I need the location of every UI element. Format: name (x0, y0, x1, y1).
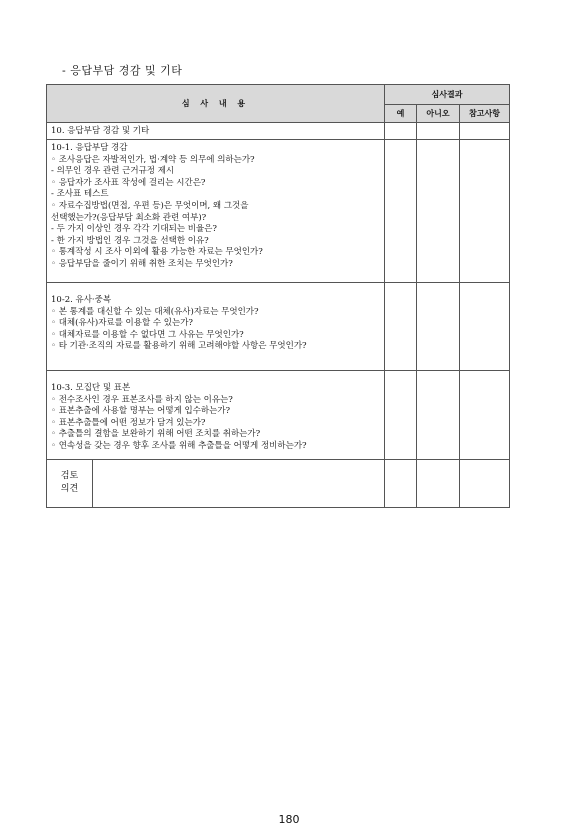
list-item: ◦ 대체(유사)자료를 이용할 수 있는가? (51, 318, 193, 329)
section-title: 10-2. 유사·중복 (51, 295, 112, 305)
header-note: 참고사항 (460, 105, 510, 123)
cell-note[interactable] (460, 371, 510, 460)
page-number: 180 (278, 813, 300, 826)
cell-note[interactable] (460, 283, 510, 371)
cell-no[interactable] (417, 140, 460, 283)
list-item: ◦ 통계작성 시 조사 이외에 활용 가능한 자료는 무엇인가? (51, 247, 263, 258)
list-item: ◦ 전수조사인 경우 표본조사를 하지 않는 이유는? (51, 394, 233, 405)
list-item: ◦ 연속성을 갖는 경우 향후 조사를 위해 추출틀을 어떻게 정비하는가? (51, 440, 307, 451)
list-item: - 의무인 경우 관련 근거규정 제시 (51, 166, 175, 177)
list-item: - 두 가지 이상인 경우 각각 기대되는 비율은? (51, 224, 217, 235)
review-checklist-table (46, 84, 510, 508)
cell-no[interactable] (417, 123, 460, 140)
cell-yes[interactable] (385, 371, 417, 460)
section-10-1 (47, 140, 385, 283)
section-10-3 (47, 371, 385, 460)
cell-no[interactable] (417, 283, 460, 371)
section-10-2 (47, 283, 385, 371)
list-item: ◦ 타 기관·조직의 자료를 활용하기 위해 고려해야할 사항은 무엇인가? (51, 341, 307, 352)
list-item: ◦ 자료수집방법(면접, 우편 등)은 무엇이며, 왜 그것을 (51, 200, 249, 211)
section-heading: - 응답부담 경감 및 기타 (62, 64, 183, 77)
cell-yes[interactable] (385, 123, 417, 140)
list-item: ◦ 응답부담을 줄이기 위해 취한 조치는 무엇인가? (51, 258, 233, 269)
section-title: 10-1. 응답부담 경감 (51, 143, 128, 153)
header-content: 심 사 내 용 (47, 85, 385, 123)
section-title: 10-3. 모집단 및 표본 (51, 383, 131, 393)
list-item: ◦ 조사응답은 자발적인가, 법·계약 등 의무에 의하는가? (51, 154, 255, 165)
header-result: 심사결과 (385, 85, 510, 105)
list-item: ◦ 표본추출에 사용할 명부는 어떻게 입수하는가? (51, 406, 231, 417)
cell-note[interactable] (460, 459, 510, 507)
list-item: ◦ 응답자가 조사표 작성에 걸리는 시간은? (51, 177, 206, 188)
cell-no[interactable] (417, 459, 460, 507)
header-no: 아니오 (417, 105, 460, 123)
list-item: ◦ 추출틀의 결함을 보완하기 위해 어떤 조치를 취하는가? (51, 429, 261, 440)
category-row: 10. 응답부담 경감 및 기타 (47, 123, 385, 140)
list-item: - 한 가지 방법인 경우 그것을 선택한 이유? (51, 235, 209, 246)
cell-yes[interactable] (385, 140, 417, 283)
list-item: ◦ 본 통계를 대신할 수 있는 대체(유사)자료는 무엇인가? (51, 306, 259, 317)
list-item: 선택했는가?(응답부담 최소화 관련 여부)? (51, 212, 207, 223)
list-item: ◦ 표본추출틀에 어떤 정보가 담겨 있는가? (51, 417, 206, 428)
cell-yes[interactable] (385, 283, 417, 371)
cell-no[interactable] (417, 371, 460, 460)
cell-yes[interactable] (385, 459, 417, 507)
list-item: - 조사표 테스트 (51, 189, 109, 200)
cell-note[interactable] (460, 140, 510, 283)
review-comment-field[interactable] (93, 459, 385, 507)
list-item: ◦ 대체자료를 이용할 수 없다면 그 사유는 무엇인가? (51, 329, 244, 340)
review-comment-label: 검토 의견 (47, 459, 93, 507)
cell-note[interactable] (460, 123, 510, 140)
header-yes: 예 (385, 105, 417, 123)
